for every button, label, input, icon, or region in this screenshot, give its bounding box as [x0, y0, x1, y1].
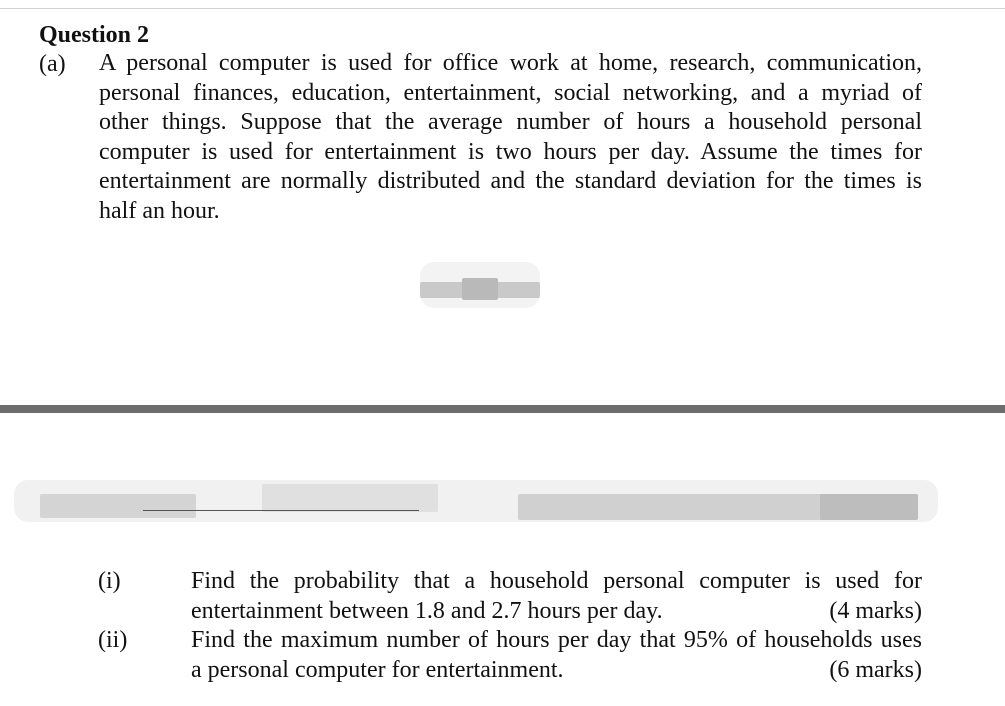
- paragraph-line: personal finances, education, entertainment, social networking, and a myriad of: [99, 79, 922, 106]
- subquestion-ii-label: (ii): [98, 627, 128, 653]
- subquestion-line: Find the probability that a household personal computer is used for: [191, 568, 922, 594]
- part-a-paragraph: [99, 49, 922, 227]
- part-a-label: (a): [39, 51, 66, 77]
- paragraph-line: A personal computer is used for office work at home, research, communication,: [99, 50, 922, 76]
- subquestion-line: a personal computer for entertainment.: [191, 656, 564, 683]
- subquestion-line-row: [191, 597, 922, 627]
- paragraph-line: half an hour.: [99, 197, 220, 224]
- paragraph-line: computer is used for entertainment is two hours per day. Assume the times for: [99, 138, 922, 165]
- subquestion-i-label: (i): [98, 568, 121, 594]
- marks-label: (6 marks): [829, 656, 922, 683]
- subquestion-i-text: [191, 567, 922, 626]
- section-divider: [0, 405, 1005, 413]
- subquestion-line: entertainment between 1.8 and 2.7 hours per day.: [191, 597, 663, 624]
- paragraph-line: entertainment are normally distributed and the standard deviation for the times is: [99, 168, 922, 195]
- paragraph-line: other things. Suppose that the average number of hours a household personal: [99, 109, 922, 136]
- page-top-border: [0, 0, 1005, 9]
- subquestion-line-row: [191, 656, 922, 686]
- question-title: Question 2: [39, 22, 150, 48]
- subquestion-line: Find the maximum number of hours per day that 95% of households uses: [191, 627, 922, 653]
- subquestion-ii-text: [191, 626, 922, 685]
- marks-label: (4 marks): [829, 597, 922, 624]
